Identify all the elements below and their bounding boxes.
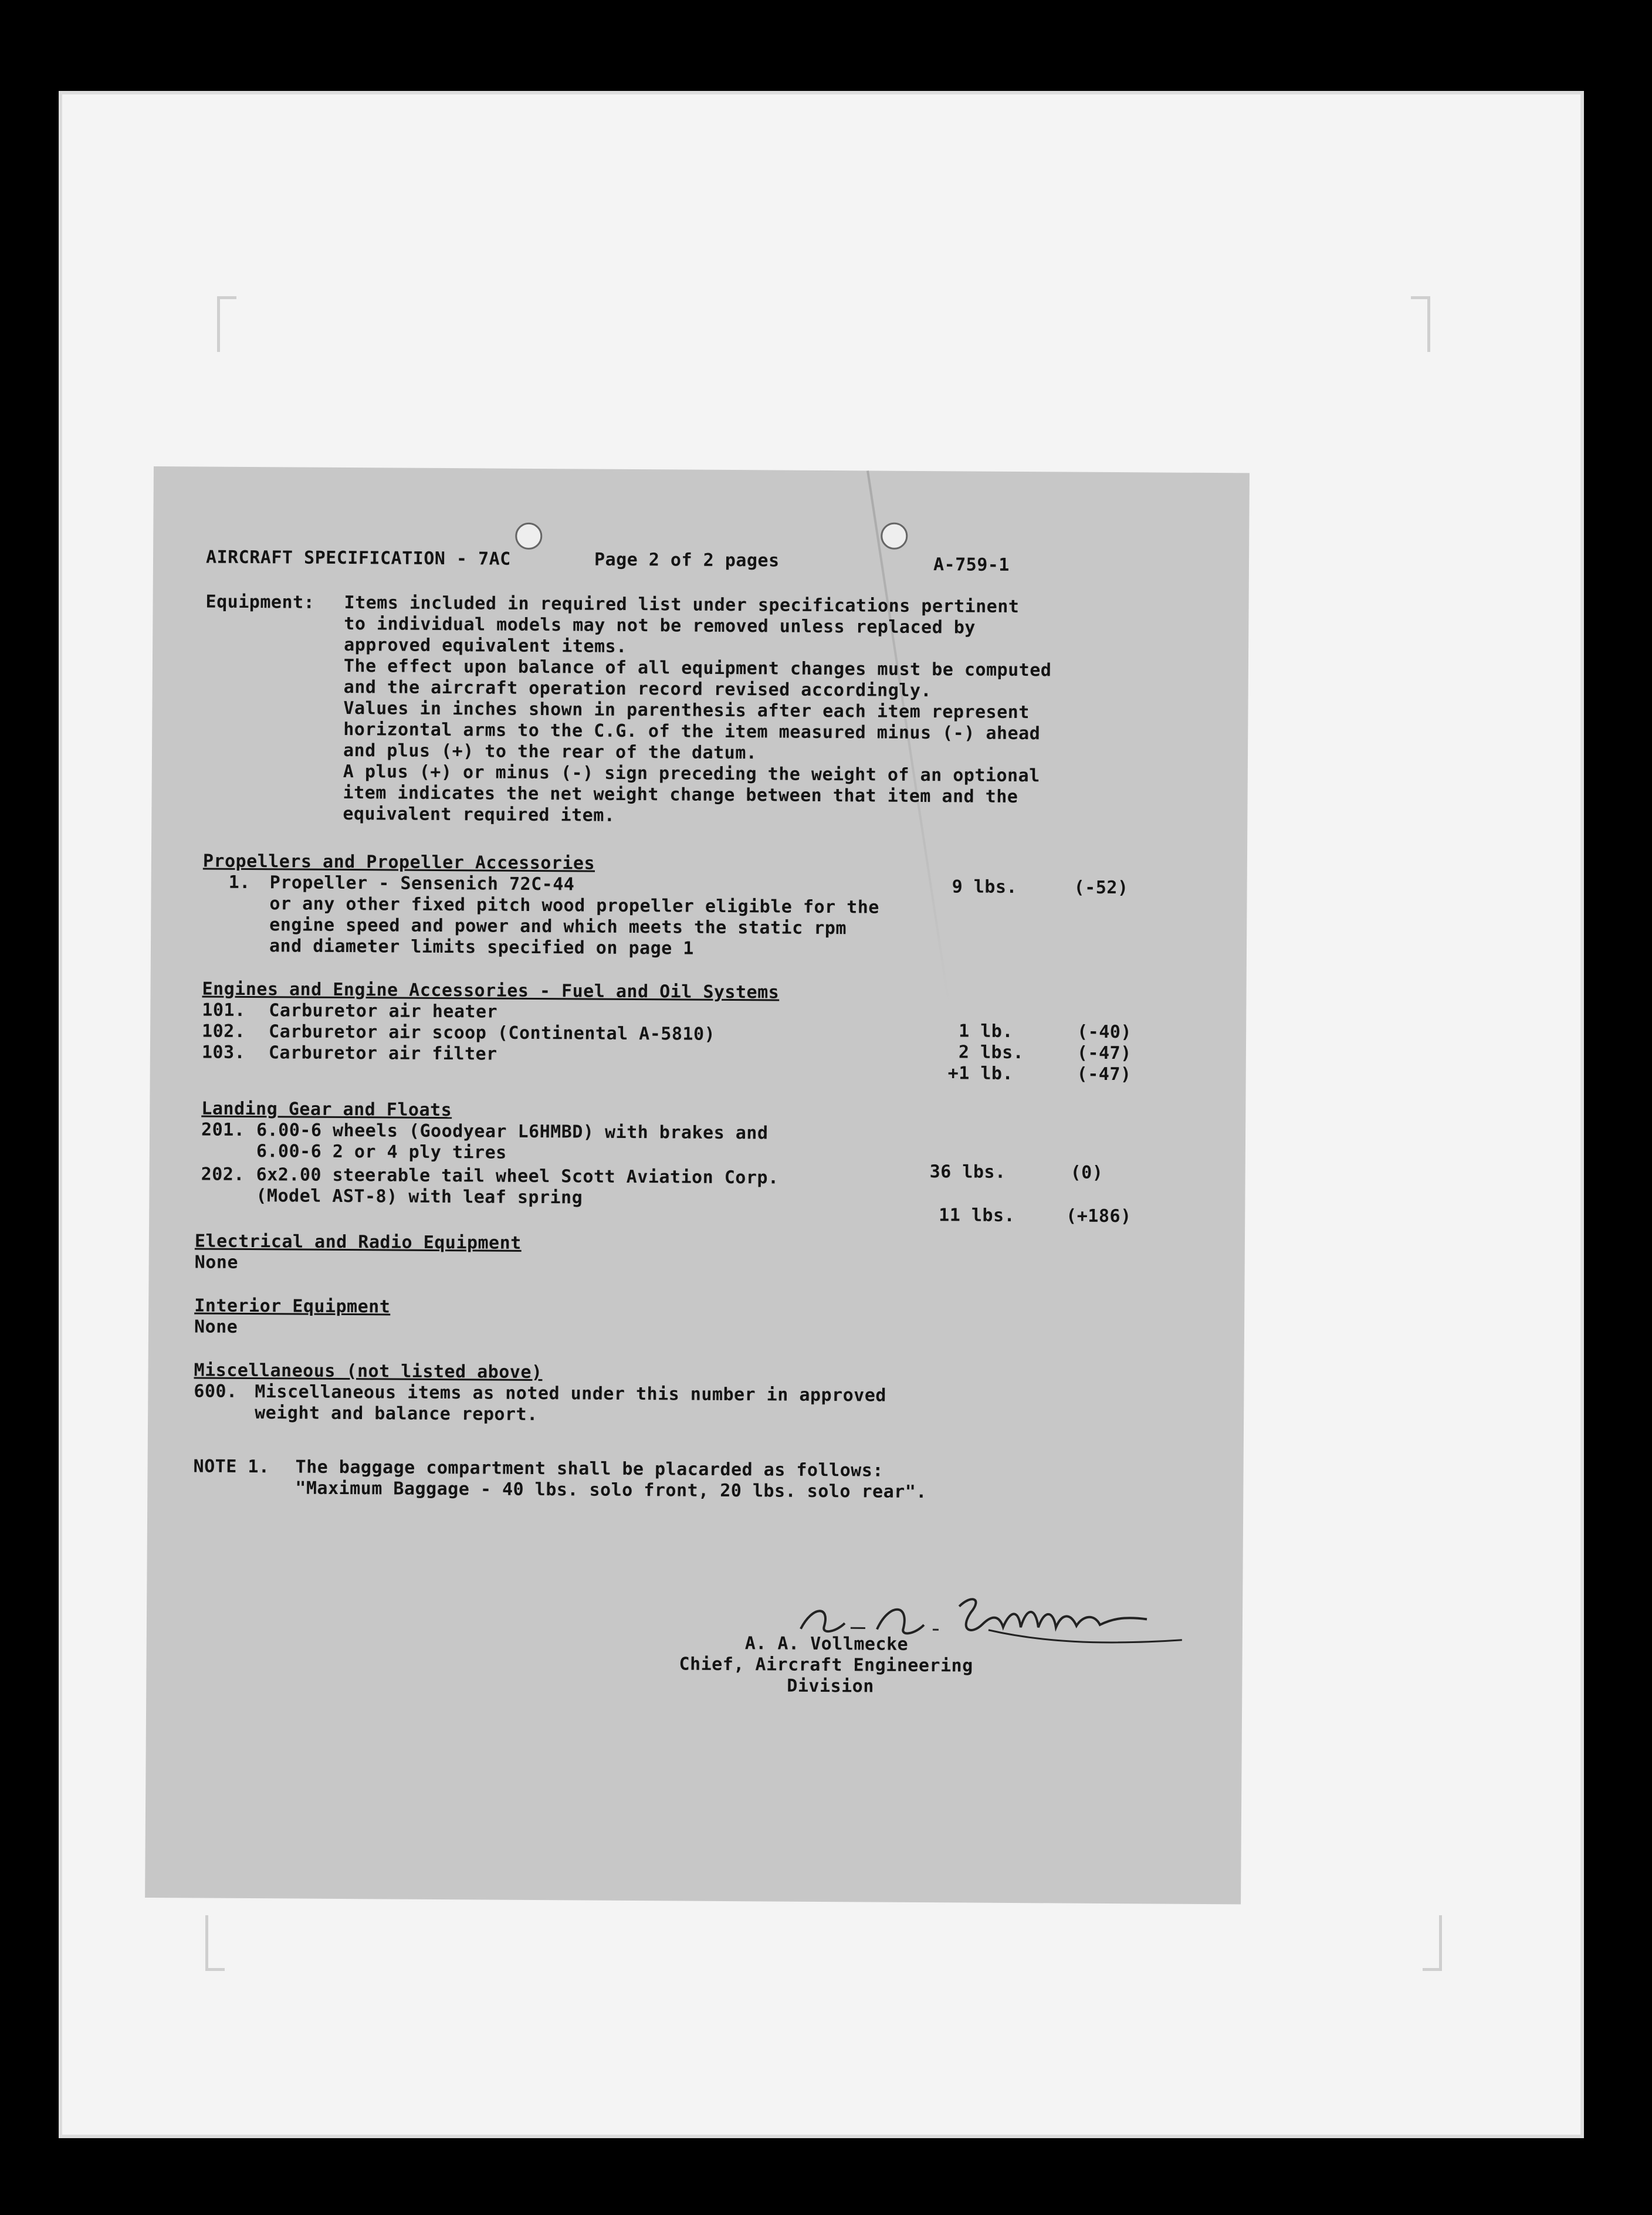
item-weight: 36 lbs. bbox=[929, 1161, 1006, 1183]
crop-mark-bottom-right bbox=[1423, 1915, 1442, 1971]
document-sheet bbox=[145, 466, 1250, 1904]
signatory-name: A. A. Vollmecke bbox=[744, 1633, 909, 1655]
note-text: The baggage compartment shall be placarded as follows: bbox=[295, 1457, 883, 1481]
spec-number: A-759-1 bbox=[933, 554, 1010, 575]
item-description: Carburetor air heater bbox=[269, 1000, 498, 1022]
punch-hole-right bbox=[881, 523, 908, 550]
item-description: Propeller - Sensenich 72C-44 bbox=[269, 872, 575, 895]
section-heading-engines: Engines and Engine Accessories - Fuel and Oil Systems bbox=[202, 978, 780, 1003]
item-number: 1. bbox=[228, 872, 250, 893]
section-heading-propellers: Propellers and Propeller Accessories bbox=[202, 851, 595, 874]
section-value: None bbox=[194, 1252, 239, 1273]
equipment-line: and plus (+) to the rear of the datum. bbox=[343, 740, 757, 764]
equipment-line: to individual models may not be removed unless replaced by bbox=[344, 613, 976, 638]
page-label: Page 2 of 2 pages bbox=[594, 549, 780, 571]
equipment-line: and the aircraft operation record revised accordingly. bbox=[343, 676, 932, 702]
equipment-line: horizontal arms to the C.G. of the item measured minus (-) ahead bbox=[343, 719, 1041, 744]
item-description: Carburetor air filter bbox=[268, 1042, 497, 1065]
equipment-label: Equipment: bbox=[205, 591, 315, 613]
item-weight: 9 lbs. bbox=[952, 876, 1018, 898]
item-description: 6.00-6 wheels (Goodyear L6HMBD) with brakes and bbox=[256, 1120, 769, 1144]
equipment-line: approved equivalent items. bbox=[344, 634, 627, 657]
item-description: and diameter limits specified on page 1 bbox=[269, 936, 695, 959]
item-weight: +1 lb. bbox=[947, 1063, 1014, 1084]
equipment-line: equivalent required item. bbox=[343, 803, 615, 826]
item-number: 101. bbox=[202, 1000, 246, 1021]
item-description: weight and balance report. bbox=[255, 1403, 538, 1425]
equipment-line: Items included in required list under specifications pertinent bbox=[344, 592, 1020, 618]
spec-title: AIRCRAFT SPECIFICATION - 7AC bbox=[205, 547, 511, 570]
section-value: None bbox=[194, 1316, 238, 1337]
item-arm: (-52) bbox=[1074, 877, 1129, 899]
item-description: (Model AST-8) with leaf spring bbox=[256, 1186, 583, 1208]
crop-mark-top-right bbox=[1411, 296, 1430, 352]
item-weight: 11 lbs. bbox=[939, 1205, 1015, 1226]
item-weight: 2 lbs. bbox=[958, 1042, 1024, 1064]
item-arm: (-47) bbox=[1076, 1064, 1132, 1085]
item-number: 201. bbox=[201, 1119, 245, 1140]
item-arm: (0) bbox=[1070, 1162, 1103, 1183]
section-heading-misc: Miscellaneous (not listed above) bbox=[194, 1360, 543, 1383]
signatory-title: Chief, Aircraft Engineering bbox=[679, 1654, 973, 1677]
item-description: Miscellaneous items as noted under this number in approved bbox=[255, 1381, 887, 1406]
equipment-line: Values in inches shown in parenthesis after each item represent bbox=[343, 697, 1030, 723]
item-arm: (+186) bbox=[1066, 1205, 1132, 1227]
note-label: NOTE 1. bbox=[193, 1456, 270, 1478]
item-description: 6.00-6 2 or 4 ply tires bbox=[256, 1141, 507, 1163]
item-number: 600. bbox=[194, 1381, 238, 1402]
equipment-line: item indicates the net weight change between that item and the bbox=[343, 782, 1018, 808]
section-heading-landing-gear: Landing Gear and Floats bbox=[201, 1098, 452, 1121]
item-arm: (-40) bbox=[1077, 1021, 1132, 1043]
item-number: 103. bbox=[201, 1042, 246, 1063]
item-description: Carburetor air scoop (Continental A-5810) bbox=[269, 1021, 716, 1045]
section-heading-interior: Interior Equipment bbox=[194, 1295, 391, 1318]
section-heading-electrical: Electrical and Radio Equipment bbox=[194, 1231, 522, 1254]
punch-hole-left bbox=[515, 523, 542, 550]
item-arm: (-47) bbox=[1076, 1042, 1132, 1064]
equipment-line: A plus (+) or minus (-) sign preceding the weight of an optional bbox=[343, 761, 1040, 787]
crop-mark-bottom-left bbox=[205, 1915, 225, 1971]
item-description: 6x2.00 steerable tail wheel Scott Aviation Corp. bbox=[256, 1164, 779, 1188]
item-number: 202. bbox=[201, 1164, 245, 1185]
signatory-title: Division bbox=[787, 1675, 874, 1697]
item-description: or any other fixed pitch wood propeller eligible for the bbox=[269, 893, 879, 918]
crop-mark-top-left bbox=[217, 296, 236, 352]
note-text: "Maximum Baggage - 40 lbs. solo front, 20 lbs. solo rear". bbox=[295, 1478, 927, 1503]
item-weight: 1 lb. bbox=[959, 1021, 1014, 1042]
item-number: 102. bbox=[202, 1021, 246, 1042]
item-description: engine speed and power and which meets the static rpm bbox=[269, 915, 847, 939]
equipment-line: The effect upon balance of all equipment changes must be computed bbox=[343, 655, 1052, 681]
